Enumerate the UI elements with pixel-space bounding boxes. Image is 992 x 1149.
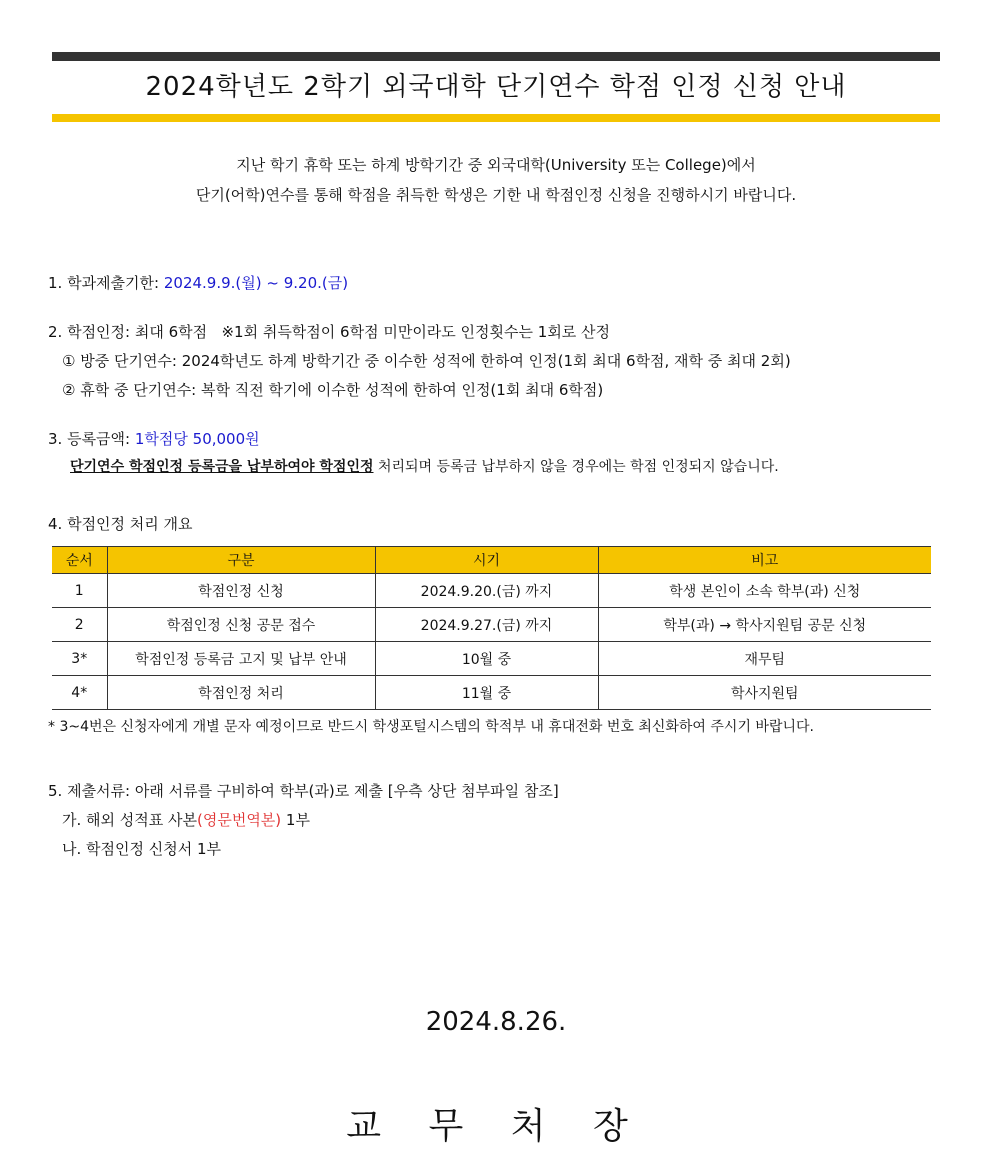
table-cell-remarks: 학사지원팀 (598, 676, 931, 710)
header-accent-bar (52, 114, 940, 122)
table-cell-category: 학점인정 신청 (107, 574, 375, 608)
table-cell-category: 학점인정 등록금 고지 및 납부 안내 (107, 642, 375, 676)
table-header-category: 구분 (107, 547, 375, 574)
table-cell-order: 3* (52, 642, 107, 676)
section-3-value: 1학점당 50,000원 (134, 430, 260, 448)
page-title: 2024학년도 2학기 외국대학 단기연수 학점 인정 신청 안내 (145, 72, 847, 102)
table-cell-remarks: 학생 본인이 소속 학부(과) 신청 (598, 574, 931, 608)
section-2-item-2: ② 휴학 중 단기연수: 복학 직전 학기에 이수한 성적에 한하여 인정(1회 최대 6학점) (62, 381, 604, 399)
issue-date: 2024.8.26. (425, 1007, 567, 1037)
section-5-item-a-suffix: 1부 (281, 811, 310, 829)
section-5-item-b: 나. 학점인정 신청서 1부 (62, 840, 222, 858)
table-row (52, 574, 931, 608)
table-header-remarks: 비고 (598, 547, 931, 574)
table-row (52, 642, 931, 676)
table-cell-order: 1 (52, 574, 107, 608)
table-cell-category: 학점인정 처리 (107, 676, 375, 710)
intro-line-1: 지난 학기 휴학 또는 하계 방학기간 중 외국대학(University 또는 College)에서 (236, 156, 756, 174)
table-footnote: * 3~4번은 신청자에게 개별 문자 예정이므로 반드시 학생포털시스템의 학적부 내 휴대전화 번호 최신화하여 주시기 바랍니다. (48, 719, 814, 735)
table-cell-remarks: 학부(과) → 학사지원팀 공문 신청 (598, 608, 931, 642)
section-2-label: 2. 학점인정: 최대 6학점 (48, 323, 208, 341)
section-3-emphasis: 단기연수 학점인정 등록금을 납부하여야 학점인정 (70, 459, 374, 475)
section-1-value: 2024.9.9.(월) ~ 9.20.(금) (163, 274, 349, 292)
intro-text (52, 150, 940, 210)
table-cell-order: 4* (52, 676, 107, 710)
signature: 교 무 처 장 (346, 1106, 646, 1147)
table-cell-period: 10월 중 (375, 642, 598, 676)
header-top-bar (52, 52, 940, 61)
section-1-deadline (48, 272, 348, 293)
table-header-order: 순서 (52, 547, 107, 574)
section-5-item-a-red: (영문번역본) (197, 811, 282, 829)
section-3-label: 3. 등록금액: (48, 430, 131, 448)
table-cell-period: 2024.9.20.(금) 까지 (375, 574, 598, 608)
section-3-rest: 처리되며 등록금 납부하지 않을 경우에는 학점 인정되지 않습니다. (373, 459, 779, 475)
table-row (52, 676, 931, 710)
table-cell-order: 2 (52, 608, 107, 642)
section-2-item-1: ① 방중 단기연수: 2024학년도 하계 방학기간 중 이수한 성적에 한하여 인정(1회 최대 6학점, 재학 중 최대 2회) (62, 352, 791, 370)
table-cell-remarks: 재무팀 (598, 642, 931, 676)
section-2-credit (48, 321, 610, 342)
table-header-row (52, 547, 931, 574)
table-cell-category: 학점인정 신청 공문 접수 (107, 608, 375, 642)
section-5-item-a (62, 809, 310, 830)
section-3-detail (70, 456, 779, 476)
section-2-note: ※1회 취득학점이 6학점 미만이라도 인정횟수는 1회로 산정 (221, 323, 611, 341)
process-table (52, 546, 931, 710)
table-cell-period: 11월 중 (375, 676, 598, 710)
intro-line-2: 단기(어학)연수를 통해 학점을 취득한 학생은 기한 내 학점인정 신청을 진행하시기 바랍니다. (195, 186, 797, 204)
table-header-period: 시기 (375, 547, 598, 574)
section-1-label: 1. 학과제출기한: (48, 274, 160, 292)
section-5-label: 5. 제출서류: 아래 서류를 구비하여 학부(과)로 제출 [우측 상단 첨부파일 참조] (48, 782, 559, 800)
table-row (52, 608, 931, 642)
section-4-label: 4. 학점인정 처리 개요 (48, 515, 193, 533)
section-3-fee (48, 428, 260, 449)
table-cell-period: 2024.9.27.(금) 까지 (375, 608, 598, 642)
section-5-item-a-prefix: 가. 해외 성적표 사본 (62, 811, 197, 829)
